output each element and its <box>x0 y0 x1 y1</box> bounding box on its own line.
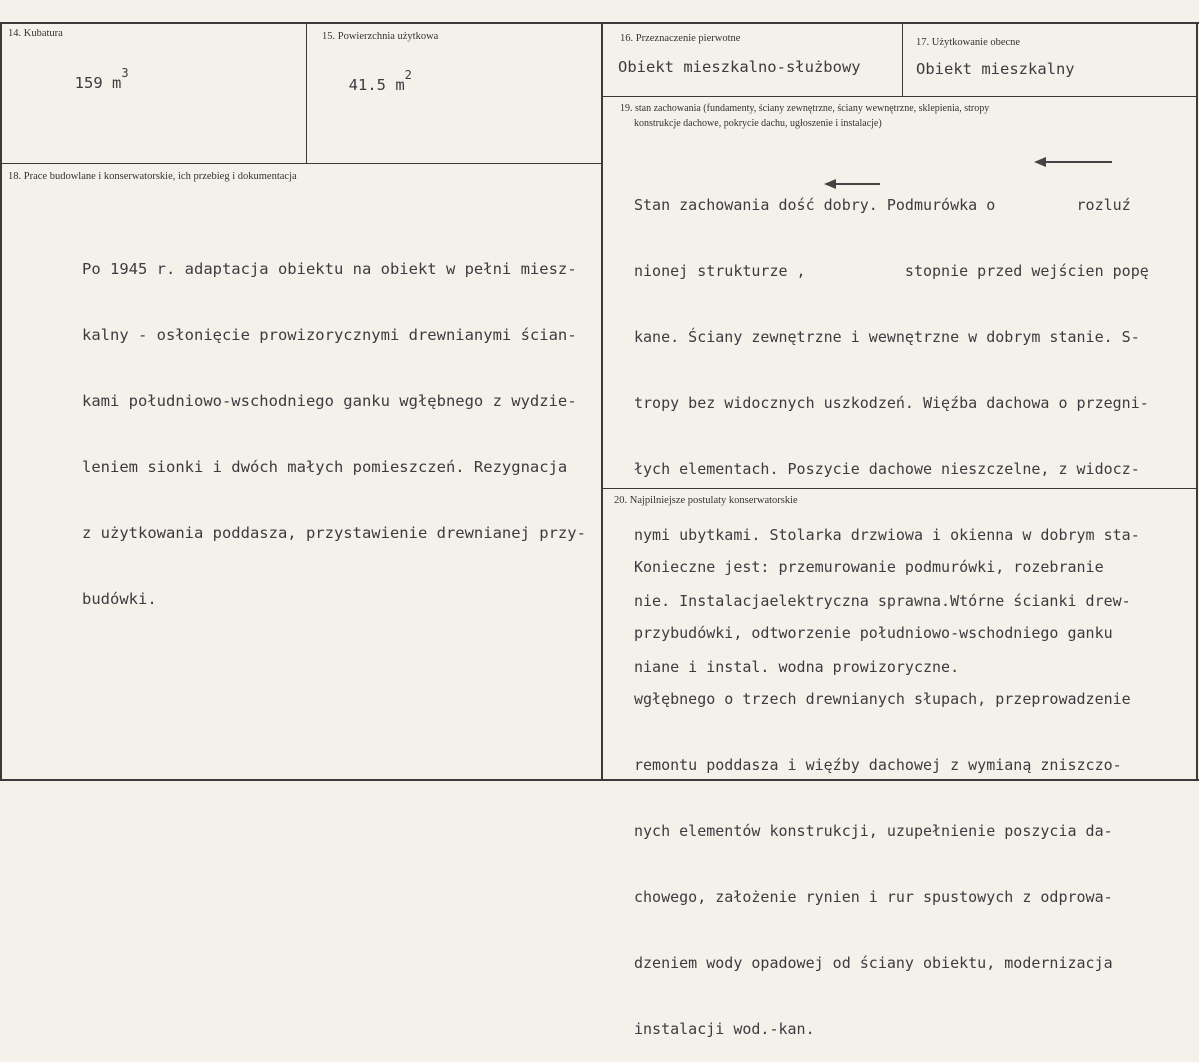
text-line: przybudówki, odtworzenie południowo-wschodniego ganku <box>634 624 1113 642</box>
field-16-label: 16. Przeznaczenie pierwotne <box>620 33 741 44</box>
text-line: Po 1945 r. adaptacja obiektu na obiekt w pełni miesz- <box>82 260 577 278</box>
text-line: nych elementów konstrukcji, uzupełnienie poszycia da- <box>634 822 1113 840</box>
field-16-value: Obiekt mieszkalno-służbowy <box>618 58 861 76</box>
text-line: remontu poddasza i więźby dachowej z wymianą zniszczo- <box>634 756 1122 774</box>
text-line: kalny - osłonięcie prowizorycznymi drewnianymi ścian- <box>82 326 577 344</box>
kubatura-value: 159 m <box>74 74 122 92</box>
divider-14-15 <box>306 22 307 164</box>
text-line: wgłębnego o trzech drewnianych słupach, przeprowadzenie <box>634 690 1131 708</box>
text-line: chowego, założenie rynien i rur spustowych z odprowa- <box>634 888 1113 906</box>
text-line: nionej strukturze , stopnie przed wejścien popę <box>634 262 1149 280</box>
text-line: kami południowo-wschodniego ganku wgłębnego z wydzie- <box>82 392 577 410</box>
text-line: niane i instal. wodna prowizoryczne. <box>634 658 960 676</box>
text-line: budówki. <box>82 590 157 608</box>
divider-row1-left <box>0 163 602 164</box>
text-line: Stan zachowania dość dobry. Podmurówka o rozluź <box>634 196 1131 214</box>
top-border <box>0 22 1199 24</box>
field-15-label: 15. Powierzchnia użytkowa <box>322 31 439 42</box>
field-20-text <box>634 512 1131 1062</box>
text-line: łych elementach. Poszycie dachowe nieszczelne, z widocz- <box>634 460 1140 478</box>
field-17-value: Obiekt mieszkalny <box>916 60 1075 78</box>
field-20-label: 20. Najpilniejsze postulaty konserwatorskie <box>614 495 798 506</box>
field-19-label-line2: konstrukcje dachowe, pokrycie dachu, ugłoszenie i instalacje) <box>634 118 882 129</box>
divider-main-vertical <box>601 22 603 781</box>
text-line: nymi ubytkami. Stolarka drzwiowa i okienna w dobrym sta- <box>634 526 1140 544</box>
divider-16-17 <box>902 22 903 97</box>
field-18-label: 18. Prace budowlane i konserwatorskie, ich przebieg i dokumentacja <box>8 171 297 182</box>
powierzchnia-value: 41.5 m <box>348 76 405 94</box>
arrow-left-mark <box>826 183 880 185</box>
field-18-text <box>82 214 586 632</box>
text-line: Konieczne jest: przemurowanie podmurówki, rozebranie <box>634 558 1104 576</box>
text-line: dzeniem wody opadowej od ściany obiektu, modernizacja <box>634 954 1113 972</box>
field-14-value <box>56 50 129 94</box>
left-border <box>0 22 2 781</box>
field-19-label-line1: 19. stan zachowania (fundamenty, ściany zewnętrzne, ściany wewnętrzne, sklepienia, stropy <box>620 103 990 114</box>
text-line: nie. Instalacjaelektryczna sprawna.Wtórne ścianki drew- <box>634 592 1131 610</box>
divider-row1-right <box>602 96 1198 97</box>
field-17-label: 17. Użytkowanie obecne <box>916 37 1021 48</box>
text-line: leniem sionki i dwóch małych pomieszczeń. Rezygnacja <box>82 458 568 476</box>
kubatura-unit-exponent: 3 <box>121 66 129 80</box>
field-14-label: 14. Kubatura <box>8 28 63 39</box>
text-line: instalacji wod.-kan. <box>634 1020 815 1038</box>
right-border <box>1196 22 1198 781</box>
text-line: z użytkowania poddasza, przystawienie drewnianej przy- <box>82 524 586 542</box>
text-line: tropy bez widocznych uszkodzeń. Więźba dachowa o przegni- <box>634 394 1149 412</box>
field-15-value <box>330 52 412 96</box>
arrow-left-mark <box>1036 161 1112 163</box>
text-line: kane. Ściany zewnętrzne i wewnętrzne w dobrym stanie. S- <box>634 328 1140 346</box>
powierzchnia-unit-exponent: 2 <box>404 68 412 82</box>
